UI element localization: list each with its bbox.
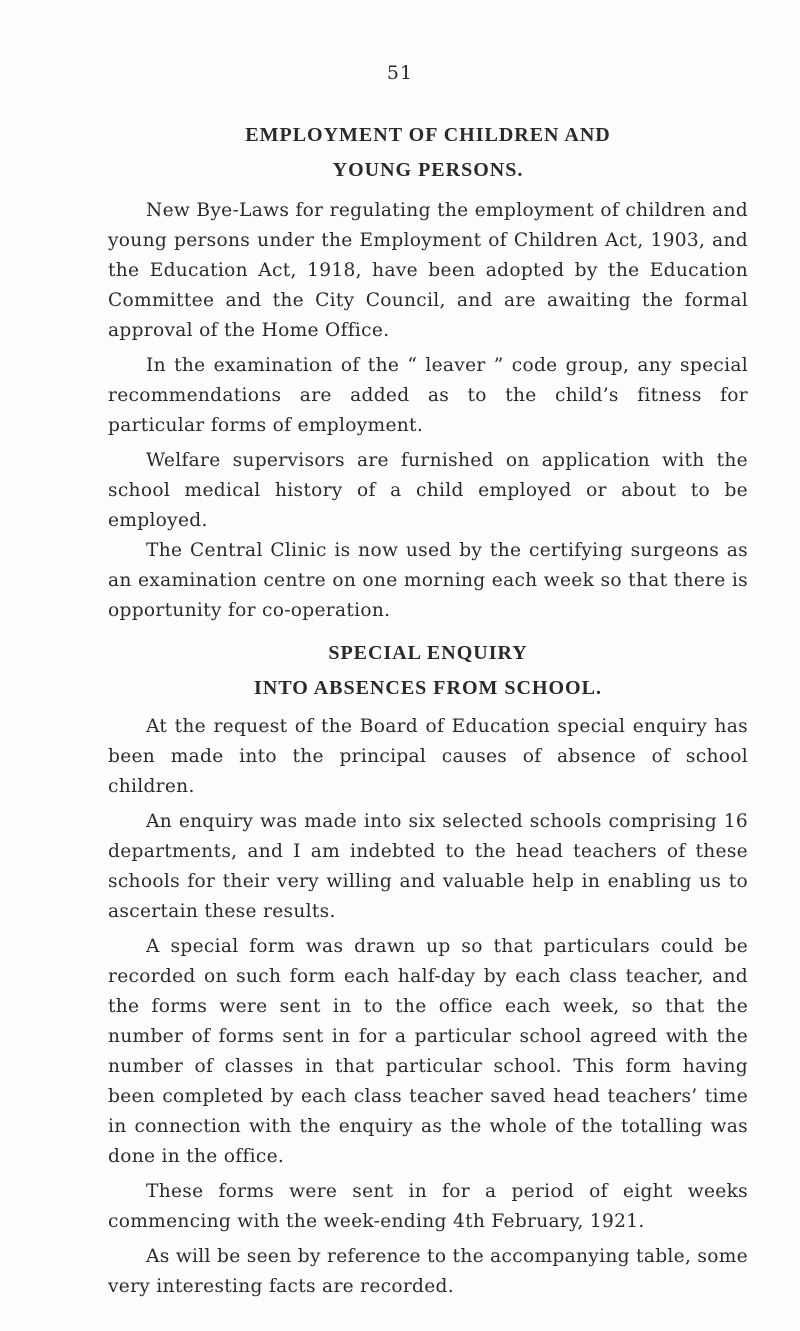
- section-heading-line1: SPECIAL ENQUIRY: [328, 642, 528, 664]
- section-heading-line2: INTO ABSENCES FROM SCHOOL.: [254, 677, 602, 699]
- paragraph: New Bye-Laws for regulating the employment of children and young persons under the Employment of Children Act, 1903, and the Education Act, 1918, have been adopted by the Education Committee and the City Council, and are awaiting the formal approval of the Home Office.: [108, 200, 748, 341]
- section-heading-line2: YOUNG PERSONS.: [332, 159, 524, 181]
- paragraph: An enquiry was made into six selected schools comprising 16 departments, and I am indebted to the head teachers of these schools for their very willing and valuable help in enabling us to ascertain these results.: [108, 811, 748, 922]
- paragraph: In the examination of the “ leaver ” code group, any special recommendations are added as to the child’s fitness for particular forms of employment.: [108, 355, 748, 436]
- section-heading-line1: EMPLOYMENT OF CHILDREN AND: [245, 124, 611, 146]
- paragraph: These forms were sent in for a period of eight weeks commencing with the week-ending 4th February, 1921.: [108, 1181, 748, 1232]
- paragraph: The Central Clinic is now used by the certifying surgeons as an examination centre on one morning each week so that there is opportunity for co-operation.: [108, 540, 748, 621]
- section-employment: [108, 118, 748, 626]
- paragraph: At the request of the Board of Education special enquiry has been made into the principal causes of absence of school children.: [108, 716, 748, 797]
- paragraph: Welfare supervisors are furnished on application with the school medical history of a child employed or about to be employed.: [108, 450, 748, 531]
- section-absences: [108, 636, 748, 1302]
- paragraph: A special form was drawn up so that particulars could be recorded on such form each half-day by each class teacher, and the forms were sent in to the office each week, so that the number of forms sent in for a particular school agreed with the number of classes in that particular school. This form having been completed by each class teacher saved head teachers’ time in connection with the enquiry as the whole of the totalling was done in the office.: [108, 936, 748, 1167]
- paragraph: As will be seen by reference to the accompanying table, some very interesting facts are recorded.: [108, 1246, 748, 1297]
- page-number: 51: [386, 62, 414, 84]
